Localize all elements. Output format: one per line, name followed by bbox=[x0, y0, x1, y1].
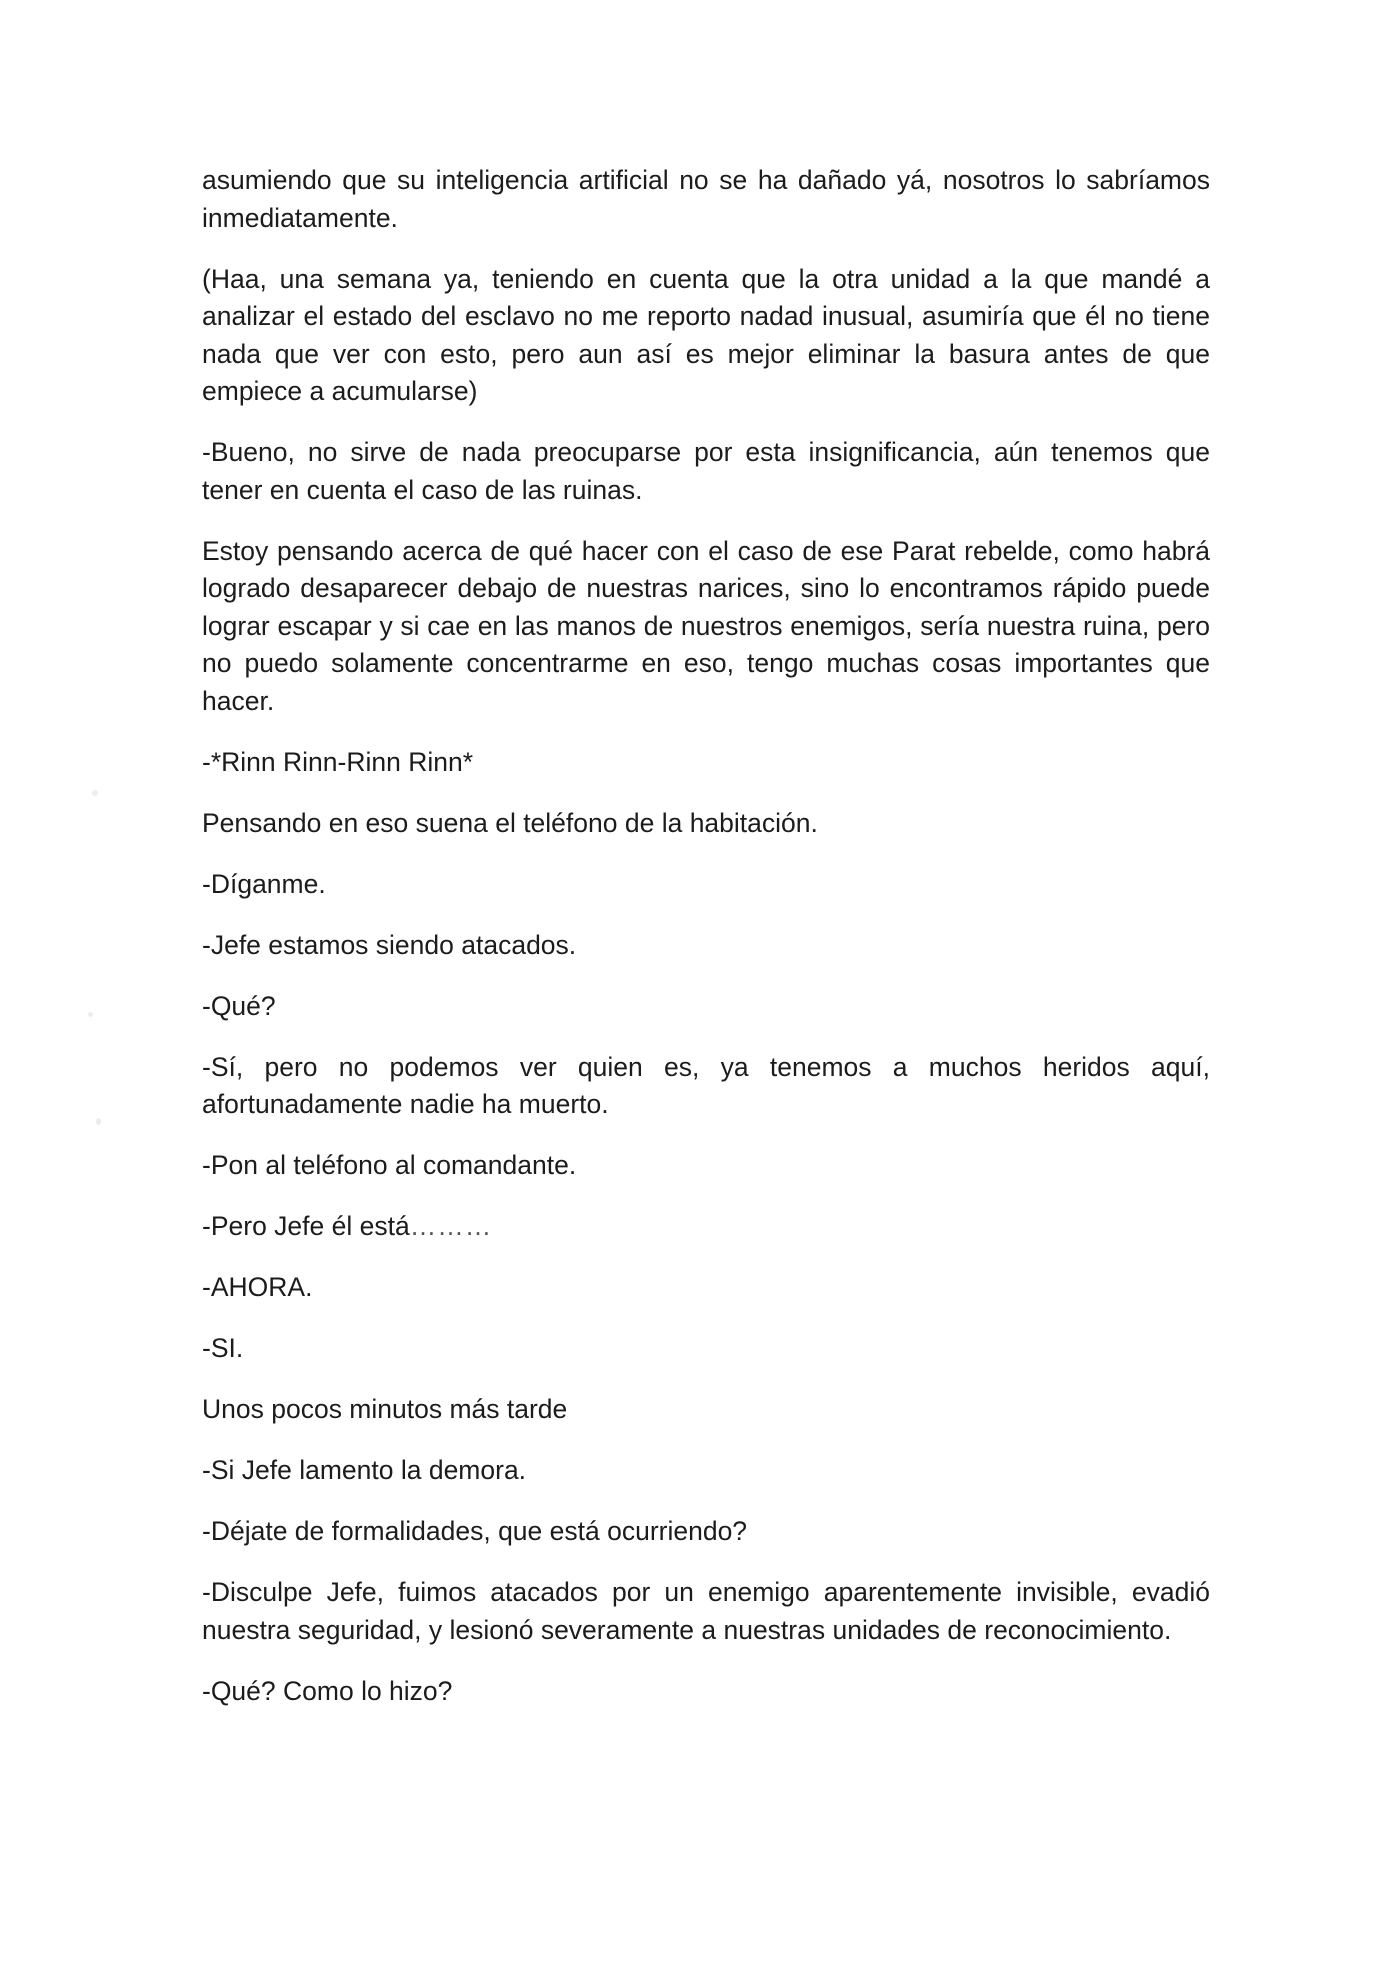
dialogue-line: -SI. bbox=[202, 1333, 244, 1363]
scan-speck bbox=[88, 1012, 93, 1017]
dialogue-line: -Díganme. bbox=[202, 868, 326, 899]
dialogue-line: -Sí, pero no podemos ver quien es, ya tenemos a muchos heridos aquí, afortunadamente nadie ha muerto. bbox=[202, 1051, 1210, 1119]
dialogue-line bbox=[202, 1208, 1210, 1246]
sound-effect-line: -*Rinn Rinn-Rinn Rinn* bbox=[202, 746, 474, 777]
scan-speck bbox=[92, 790, 98, 796]
dialogue-line: -Jefe estamos siendo atacados. bbox=[202, 929, 577, 960]
paragraph: Pensando en eso suena el teléfono de la habitación. bbox=[202, 807, 818, 838]
dialogue-line: -Déjate de formalidades, que está ocurriendo? bbox=[202, 1516, 748, 1546]
scan-speck bbox=[96, 1118, 101, 1125]
document-body bbox=[202, 162, 1210, 1734]
paragraph: -Bueno, no sirve de nada preocuparse por esta insignificancia, aún tenemos que tener en cuenta el caso de las ruinas. bbox=[202, 437, 1210, 505]
paragraph: (Haa, una semana ya, teniendo en cuenta que la otra unidad a la que mandé a analizar el estado del esclavo no me reporto nadad inusual, asumiría que él no tiene nada que ver con esto, pero aun así es mejor eliminar la basura antes de que empiece a acumularse) bbox=[202, 263, 1210, 406]
paragraph: Unos pocos minutos más tarde bbox=[202, 1394, 568, 1424]
dialogue-line: -Qué? Como lo hizo? bbox=[202, 1675, 453, 1706]
dialogue-line: -AHORA. bbox=[202, 1272, 313, 1302]
dialogue-line: -Si Jefe lamento la demora. bbox=[202, 1455, 527, 1485]
dialogue-text: -Pero Jefe él está bbox=[202, 1211, 410, 1241]
ellipsis: ……… bbox=[409, 1211, 493, 1241]
paragraph: Estoy pensando acerca de qué hacer con el caso de ese Parat rebelde, como habrá logrado desaparecer debajo de nuestras narices, sino lo encontramos rápido puede lograr escapar y si cae en las manos de nuestros enemigos, sería nuestra ruina, pero no puedo solamente concentrarme en eso, tengo muchas cosas importantes que hacer. bbox=[202, 535, 1210, 716]
dialogue-line: -Disculpe Jefe, fuimos atacados por un enemigo aparentemente invisible, evadió nuestra seguridad, y lesionó severamente a nuestras unidades de reconocimiento. bbox=[202, 1577, 1210, 1645]
dialogue-line: -Pon al teléfono al comandante. bbox=[202, 1150, 577, 1180]
paragraph: asumiendo que su inteligencia artificial no se ha dañado yá, nosotros lo sabríamos inmediatamente. bbox=[202, 165, 1210, 233]
dialogue-line: -Qué? bbox=[202, 990, 276, 1021]
